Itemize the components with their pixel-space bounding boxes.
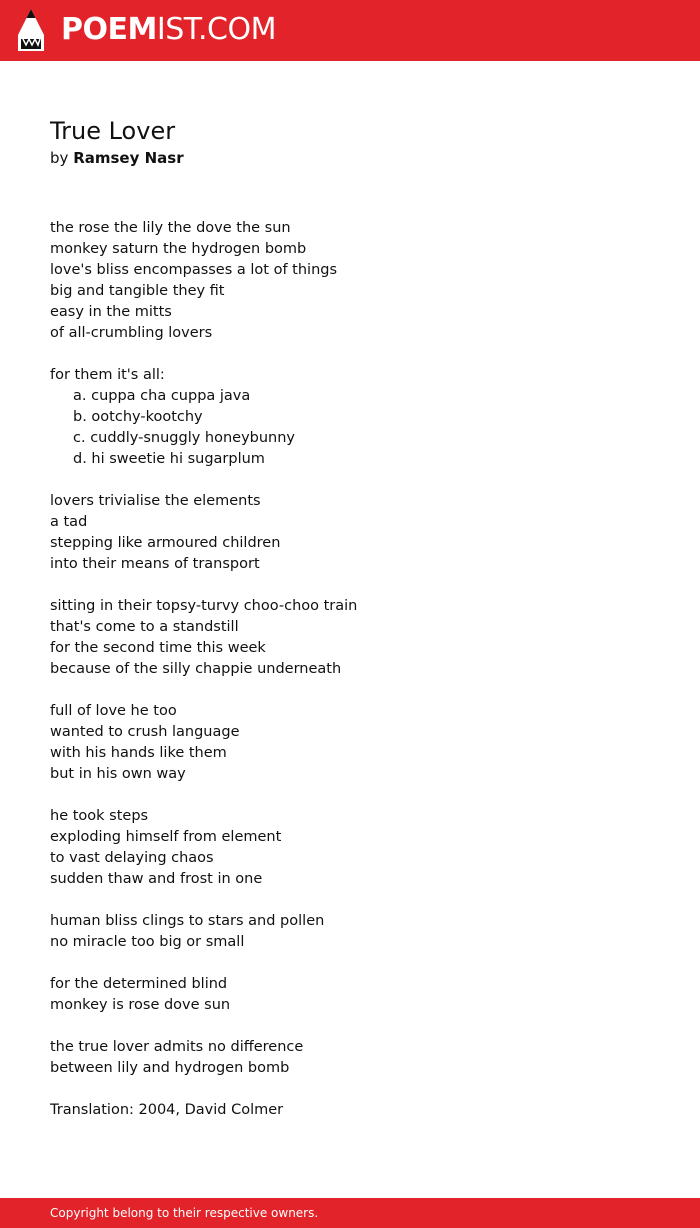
poem-line: a. cuppa cha cuppa java — [73, 388, 251, 404]
poem-line: that's come to a standstill — [50, 619, 239, 635]
poem-line: for the determined blind — [50, 976, 228, 992]
poem-line: to vast delaying chaos — [50, 850, 214, 866]
poem-line: the true lover admits no difference — [50, 1039, 304, 1055]
poem-byline — [50, 148, 184, 169]
by-label: by — [50, 149, 69, 167]
poem-line: exploding himself from element — [50, 829, 282, 845]
poem-line: sudden thaw and frost in one — [50, 871, 263, 887]
author-name[interactable]: Ramsey Nasr — [73, 149, 184, 167]
poem-line: c. cuddly-snuggly honeybunny — [73, 430, 296, 446]
stanza-break — [50, 953, 650, 974]
poem-line: he took steps — [50, 808, 149, 824]
stanza-break — [50, 680, 650, 701]
poem-line: big and tangible they fit — [50, 283, 225, 299]
site-footer — [0, 1198, 700, 1228]
site-logo[interactable] — [61, 12, 276, 48]
site-header — [0, 0, 700, 61]
poem-line: full of love he too — [50, 703, 177, 719]
poem-line: the rose the lily the dove the sun — [50, 220, 291, 236]
poem-line: sitting in their topsy-turvy choo-choo train — [50, 598, 358, 614]
brand-light: IST.COM — [156, 12, 276, 47]
poem-line: human bliss clings to stars and pollen — [50, 913, 325, 929]
poem-line: with his hands like them — [50, 745, 227, 761]
poem-line: because of the silly chappie underneath — [50, 661, 342, 677]
poem-title: True Lover — [50, 117, 176, 145]
poem-body — [50, 218, 650, 1121]
poem-line: wanted to crush language — [50, 724, 240, 740]
poem-line: of all-crumbling lovers — [50, 325, 213, 341]
poem-line: b. ootchy-kootchy — [73, 409, 203, 425]
stanza-break — [50, 1079, 650, 1100]
poem-line: monkey is rose dove sun — [50, 997, 231, 1013]
poem-line: a tad — [50, 514, 88, 530]
poem-line: monkey saturn the hydrogen bomb — [50, 241, 307, 257]
brand-bold: POEM — [61, 12, 157, 47]
poem-line: lovers trivialise the elements — [50, 493, 261, 509]
poem-line: between lily and hydrogen bomb — [50, 1060, 290, 1076]
poem-line: easy in the mitts — [50, 304, 172, 320]
stanza-break — [50, 344, 650, 365]
poem-line: for them it's all: — [50, 367, 165, 383]
copyright-text: Copyright belong to their respective owners. — [50, 1206, 319, 1220]
stanza-break — [50, 785, 650, 806]
stanza-break — [50, 890, 650, 911]
pencil-icon[interactable] — [18, 9, 44, 51]
stanza-break — [50, 470, 650, 491]
poem-line: for the second time this week — [50, 640, 266, 656]
stanza-break — [50, 1016, 650, 1037]
poem-line: Translation: 2004, David Colmer — [50, 1102, 284, 1118]
poem-line: no miracle too big or small — [50, 934, 245, 950]
poem-line: d. hi sweetie hi sugarplum — [73, 451, 265, 467]
poem-line: but in his own way — [50, 766, 186, 782]
poem-line: love's bliss encompasses a lot of things — [50, 262, 338, 278]
poem-line: into their means of transport — [50, 556, 260, 572]
stanza-break — [50, 575, 650, 596]
poem-line: stepping like armoured children — [50, 535, 281, 551]
